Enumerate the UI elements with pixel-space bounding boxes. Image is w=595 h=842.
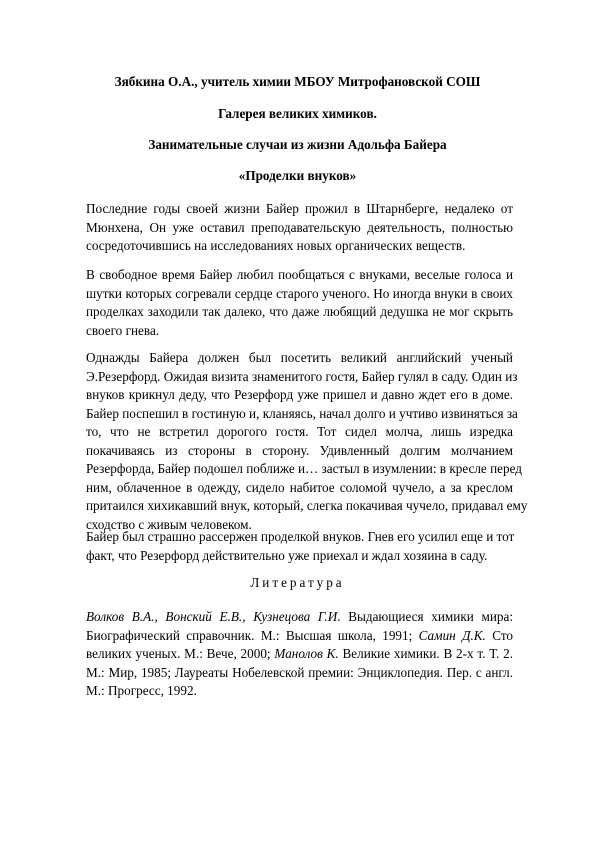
text-line: Э.Резерфорд. Ожидая визита знаменитого гостя, Байер гулял в саду. Один из bbox=[86, 368, 518, 384]
text-line: покачиваясь из стороны в сторону. Удивленный долгим молчанием bbox=[86, 442, 513, 458]
series-title: Галерея великих химиков. bbox=[218, 106, 377, 121]
reference-line: Биографический справочник. М.: Высшая школа, 1991; Самин Д.К. Сто bbox=[86, 627, 514, 643]
text-line: факт, что Резерфорд действительно уже приехал и ждал хозяина в саду. bbox=[86, 547, 488, 563]
text-line: шутки которых согревали сердце старого ученого. Но иногда внуки в своих bbox=[86, 285, 513, 301]
reference-line: Волков В.А., Вонский Е.В., Кузнецова Г.И. Выдающиеся химики мира: bbox=[86, 609, 513, 624]
paragraph-1 bbox=[86, 200, 513, 256]
text-line: внуков крикнул деду, что Резерфорд уже пришел и давно ждет его в доме. bbox=[86, 387, 513, 402]
text-line: Резерфорда, Байер подошел поближе и… застыл в изумлении: в кресле перед bbox=[86, 461, 522, 476]
text-line: сосредоточившись на исследованиях новых органических веществ. bbox=[86, 238, 466, 253]
reference-line: М.: Прогресс, 1992. bbox=[86, 683, 197, 698]
text-line: В свободное время Байер любил пообщаться с внуками, веселые голоса и bbox=[86, 267, 513, 282]
page-title: Занимательные случаи из жизни Адольфа Байера bbox=[148, 137, 447, 152]
references bbox=[86, 608, 513, 701]
author-line: Зябкина О.А., учитель химии МБОУ Митрофановской СОШ bbox=[114, 74, 481, 89]
reference-authors: Волков В.А., Вонский Е.В., Кузнецова Г.И bbox=[86, 609, 338, 624]
text-line: Последние годы своей жизни Байер прожил в Штарнберге, недалеко от bbox=[86, 201, 513, 216]
reference-line: великих ученых. М.: Вече, 2000; Манолов К. Великие химики. В 2-х т. Т. 2. bbox=[86, 646, 514, 661]
page-subtitle: «Проделки внуков» bbox=[238, 168, 357, 183]
text-line: притаился хихикавший внук, который, слегка покачивая чучело, придавал ему bbox=[86, 498, 528, 513]
text-line: Байер поспешил в гостиную и, кланяясь, начал долго и учтиво извиняться за bbox=[86, 405, 518, 421]
text-line: проделках заходили так далеко, что даже любящий дедушка не мог скрыть bbox=[86, 304, 513, 319]
text-line: Однажды Байера должен был посетить великий английский ученый bbox=[86, 350, 513, 365]
text-line: своего гнева. bbox=[86, 322, 160, 338]
paragraph-2 bbox=[86, 266, 513, 340]
text-line: сходство с живым человеком. bbox=[86, 516, 252, 532]
paragraph-4 bbox=[86, 528, 513, 565]
text-line: то, что не встретил дорогого гостя. Тот сидел молча, лишь изредка bbox=[86, 424, 513, 439]
paragraph-3 bbox=[86, 349, 528, 534]
text-line: Байер был страшно рассержен проделкой внуков. Гнев его усилил еще и тот bbox=[86, 529, 515, 544]
reference-line: М.: Мир, 1985; Лауреаты Нобелевской премии: Энциклопедия. Пер. с англ. bbox=[86, 664, 513, 680]
literature-heading: Литература bbox=[250, 575, 345, 590]
text-line: Мюнхена, Он уже оставил преподавательскую деятельность, полностью bbox=[86, 219, 513, 235]
reference-authors: Самин Д.К. bbox=[418, 627, 486, 643]
reference-authors: Манолов К. bbox=[274, 646, 339, 661]
text-line: ним, облаченное в одежду, сидело набитое соломой чучело, а за креслом bbox=[86, 479, 513, 495]
